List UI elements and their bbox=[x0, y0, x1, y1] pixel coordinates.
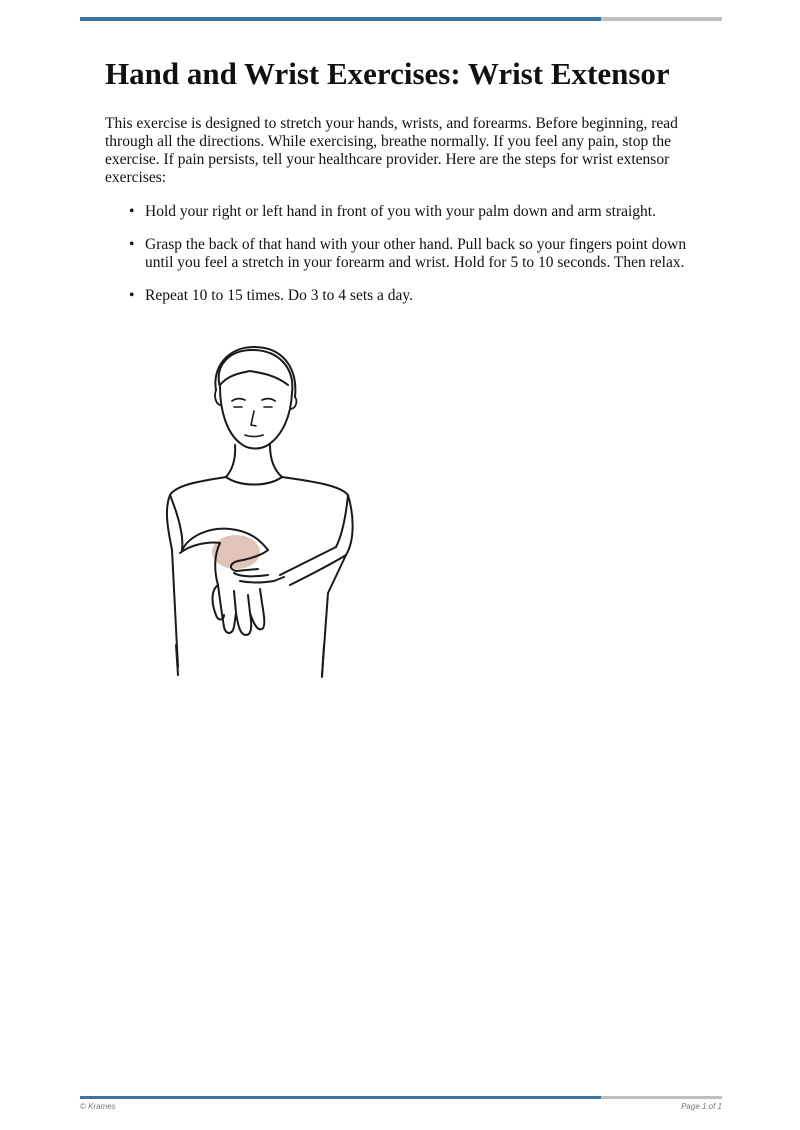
step-text: Hold your right or left hand in front of you with your palm down and arm straight. bbox=[145, 203, 656, 220]
right-forearm bbox=[280, 547, 346, 585]
footer-rule bbox=[80, 1096, 722, 1099]
page-title: Hand and Wrist Exercises: Wrist Extensor bbox=[105, 56, 670, 91]
steps-list bbox=[105, 203, 705, 320]
stretch-highlight bbox=[212, 535, 260, 569]
header-rule-gray bbox=[601, 17, 722, 21]
list-item bbox=[105, 287, 705, 305]
hair bbox=[215, 347, 295, 397]
footer-page-number: Page 1 of 1 bbox=[681, 1102, 722, 1111]
header-rule bbox=[80, 17, 722, 21]
torso-outline bbox=[167, 477, 226, 667]
wrist-stretch-illustration bbox=[150, 345, 370, 680]
neck bbox=[226, 445, 282, 477]
head-outline bbox=[219, 350, 293, 449]
step-text: Repeat 10 to 15 times. Do 3 to 4 sets a day. bbox=[145, 287, 414, 304]
intro-paragraph: This exercise is designed to stretch your hands, wrists, and forearms. Before beginning, read through all the directions. While exercising, breathe normally. If you feel any pain, stop the exercise. If pain persists, tell your healthcare provider. Here are the steps for wrist extensor exercises: bbox=[105, 115, 678, 186]
header-rule-accent bbox=[80, 17, 601, 21]
bullet-icon: • bbox=[129, 236, 135, 253]
list-item bbox=[105, 236, 705, 272]
step-text: Grasp the back of that hand with your other hand. Pull back so your fingers point down until you feel a stretch in your forearm and wrist. Hold for 5 to 10 seconds. Then relax. bbox=[145, 236, 687, 271]
bullet-icon: • bbox=[129, 287, 135, 304]
footer-rule-gray bbox=[601, 1096, 722, 1099]
bullet-icon: • bbox=[129, 203, 135, 220]
footer-rule-accent bbox=[80, 1096, 601, 1099]
footer-copyright: © Krames bbox=[80, 1102, 116, 1111]
list-item bbox=[105, 203, 705, 221]
